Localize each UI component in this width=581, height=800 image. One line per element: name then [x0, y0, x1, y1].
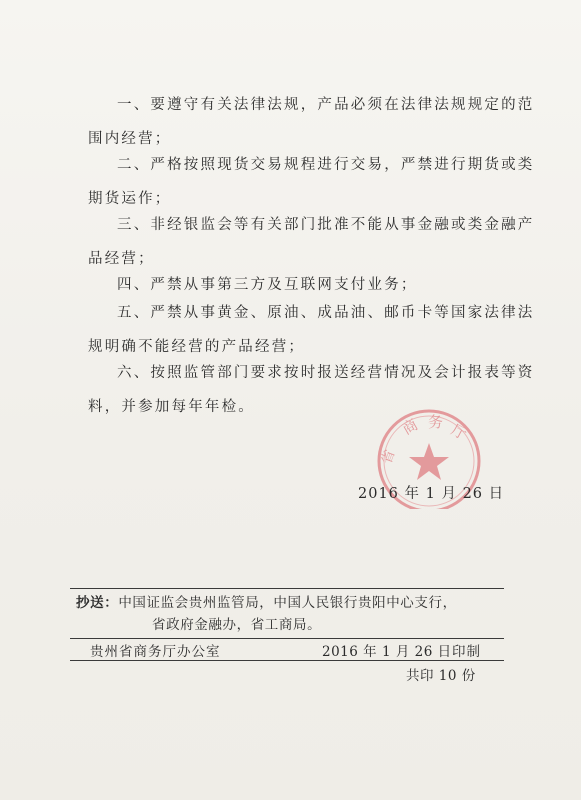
- signature-date: 2016 年 1 月 26 日: [358, 486, 505, 502]
- cc-line-2: 省政府金融办，省工商局。: [152, 617, 322, 633]
- clause-6-line-1: 六、按照监管部门要求按时报送经营情况及会计报表等资: [117, 365, 535, 381]
- footer-rule-bottom: [70, 660, 504, 661]
- clause-5: [88, 296, 535, 364]
- clause-3-line-2: 品经营；: [88, 251, 155, 267]
- footer-rule-top: [70, 588, 504, 589]
- clause-2: [88, 148, 535, 216]
- clause-1: [88, 88, 535, 156]
- svg-text:商: 商: [399, 415, 422, 439]
- clause-5-line-2: 规明确不能经营的产品经营；: [88, 339, 306, 355]
- clause-2-line-1: 二、严格按照现货交易规程进行交易，严禁进行期货或类: [117, 157, 535, 173]
- cc-line-1: 中国证监会贵州监管局，中国人民银行贵阳中心支行，: [118, 595, 457, 611]
- issue-date: 2016 年 1 月 26 日: [322, 644, 452, 660]
- clause-1-line-2: 围内经营；: [88, 131, 172, 147]
- clause-6-line-2: 料，并参加每年年检。: [88, 399, 255, 415]
- clause-1-line-1: 一、要遵守有关法律法规，产品必须在法律法规规定的范: [117, 97, 535, 113]
- issuer-name: 贵州省商务厅办公室: [90, 644, 221, 660]
- cc-label: 抄送：: [76, 595, 119, 611]
- clause-2-line-2: 期货运作；: [88, 191, 172, 207]
- clause-4-line-1: 四、严禁从事第三方及互联网支付业务；: [117, 277, 418, 293]
- svg-text:省: 省: [378, 447, 399, 467]
- clause-3-line-1: 三、非经银监会等有关部门批准不能从事金融或类金融产: [117, 217, 535, 233]
- clause-3: [88, 208, 535, 276]
- cc-block: [76, 592, 506, 636]
- svg-text:厅: 厅: [448, 420, 470, 444]
- svg-text:务: 务: [428, 413, 444, 431]
- clause-5-line-1: 五、严禁从事黄金、原油、成品油、邮币卡等国家法律法: [117, 305, 535, 321]
- print-label: 印制: [452, 644, 481, 660]
- copies-count: 共印 10 份: [406, 668, 476, 684]
- footer-rule-middle: [70, 638, 504, 639]
